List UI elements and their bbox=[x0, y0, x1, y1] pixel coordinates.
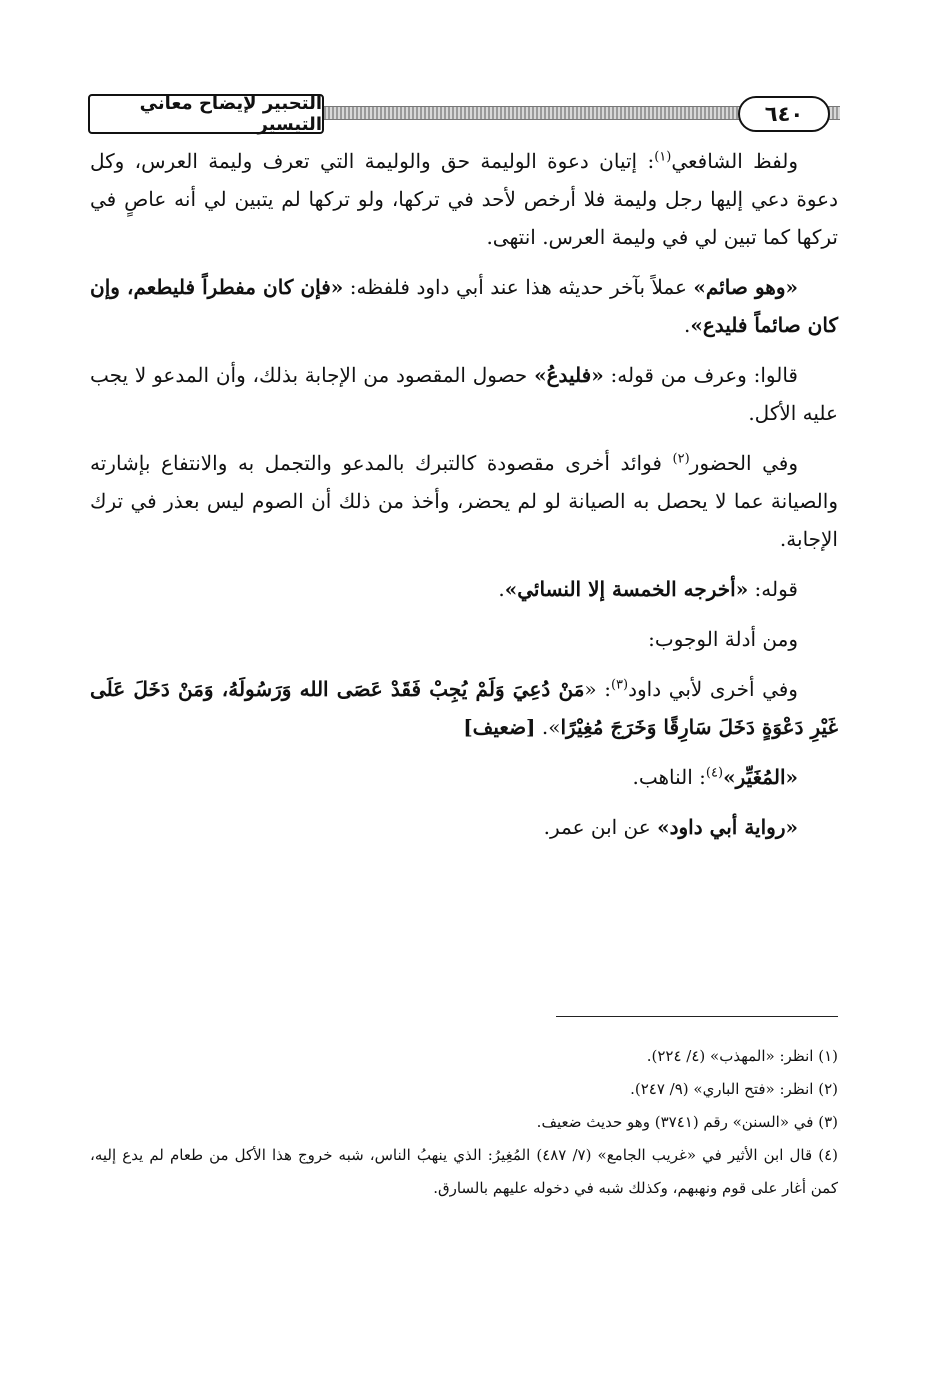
paragraph-evidence-heading: ومن أدلة الوجوب: bbox=[648, 627, 798, 651]
footnote-3: (٣) في «السنن» رقم (٣٧٤١) وهو حديث ضعيف. bbox=[536, 1113, 838, 1131]
paragraph-takhrij bbox=[90, 570, 838, 608]
quoted-phrase: «المُغَيِّر» bbox=[723, 765, 798, 789]
text-segment: . bbox=[683, 313, 691, 337]
main-text bbox=[90, 142, 838, 858]
footnote-4: (٤) قال ابن الأثير في «غريب الجامع» (٧/ ٤٨٧) المُغِيرُ: الذي ينهبُ الناس، شبه خروج هذا الأكل من طعام لم يدع إليه، كمن أغار على قوم ونهبهم، وكذلك شبه في دخوله عليهم بالسارق. bbox=[90, 1146, 838, 1197]
footnote-ref-3: (٣) bbox=[610, 677, 629, 693]
footnote-ref-1: (١) bbox=[654, 149, 672, 165]
paragraph-fasting bbox=[90, 268, 838, 344]
text-segment: ولفظ الشافعي bbox=[671, 149, 798, 173]
text-segment: ». bbox=[535, 715, 561, 739]
quoted-phrase: «فليدعُ» bbox=[534, 363, 604, 387]
hadith-quote: «فإن كان مفطراً فليطعم، وإن كان صائماً فليدع» bbox=[90, 275, 838, 337]
text-segment: قوله: bbox=[748, 577, 798, 601]
grading-label: [ضعيف] bbox=[463, 715, 536, 739]
text-segment: حصول المقصود من الإجابة بذلك، وأن المدعو لا يجب عليه الأكل. bbox=[90, 363, 838, 425]
text-segment: : الناهب. bbox=[632, 765, 706, 789]
text-segment: : إتيان دعوة الوليمة حق والوليمة التي تعرف وليمة العرس، وكل دعوة دعي إليها رجل وليمة فلا أرخص لأحد في تركها، ولو تركها لم يتبين لي أنه عاصٍ في تركها كما تبين لي في وليمة العرس. انتهى. bbox=[90, 149, 838, 249]
text-segment: . bbox=[498, 577, 505, 601]
page-header bbox=[88, 86, 840, 136]
footnote-1: (١) انظر: «المهذب» (٤/ ٢٢٤). bbox=[646, 1047, 838, 1065]
text-segment: عن ابن عمر. bbox=[543, 815, 658, 839]
paragraph-narration bbox=[90, 808, 838, 846]
footnote-2: (٢) انظر: «فتح الباري» (٩/ ٢٤٧). bbox=[630, 1080, 838, 1098]
page-number: ٦٤٠ bbox=[738, 96, 830, 132]
quoted-phrase: «رواية أبي داود» bbox=[657, 815, 798, 839]
text-segment: فوائد أخرى مقصودة كالتبرك بالمدعو والتجمل به والانتفاع بإشارته والصيانة عما لا يحصل به الصيانة لو لم يحضر، وأخذ من ذلك أن الصوم ليس بعذر في ترك الإجابة. bbox=[90, 451, 838, 551]
text-segment: : « bbox=[584, 677, 611, 701]
text-segment: قالوا: وعرف من قوله: bbox=[603, 363, 798, 387]
quoted-phrase: «وهو صائم» bbox=[693, 275, 799, 299]
book-title: التحبير لإيضاح معاني التيسير bbox=[88, 94, 324, 134]
footnote-separator bbox=[556, 1016, 838, 1017]
hadith-quote: مَنْ دُعِيَ وَلَمْ يُجِبْ فَقَدْ عَصَى الله وَرَسُولَهُ، وَمَنْ دَخَلَ عَلَى غَيْرِ دَعْوَةٍ دَخَلَ سَارِقًا وَخَرَجَ مُغِيْرًا bbox=[90, 677, 838, 739]
paragraph-falyadu bbox=[90, 356, 838, 432]
footnote-ref-2: (٢) bbox=[672, 451, 690, 467]
quoted-phrase: «أخرجه الخمسة إلا النسائي» bbox=[504, 577, 749, 601]
paragraph-mughir-definition bbox=[90, 758, 838, 796]
text-segment: عملاً بآخر حديثه هذا عند أبي داود فلفظه: bbox=[343, 275, 694, 299]
footnotes bbox=[90, 1040, 838, 1205]
paragraph-shafii-wording bbox=[90, 142, 838, 256]
text-segment: وفي الحضور bbox=[689, 451, 798, 475]
footnote-ref-4: (٤) bbox=[705, 765, 724, 781]
paragraph-abu-dawud-hadith bbox=[90, 670, 838, 746]
text-segment: وفي أخرى لأبي داود bbox=[628, 677, 798, 701]
paragraph-attendance-benefits bbox=[90, 444, 838, 558]
